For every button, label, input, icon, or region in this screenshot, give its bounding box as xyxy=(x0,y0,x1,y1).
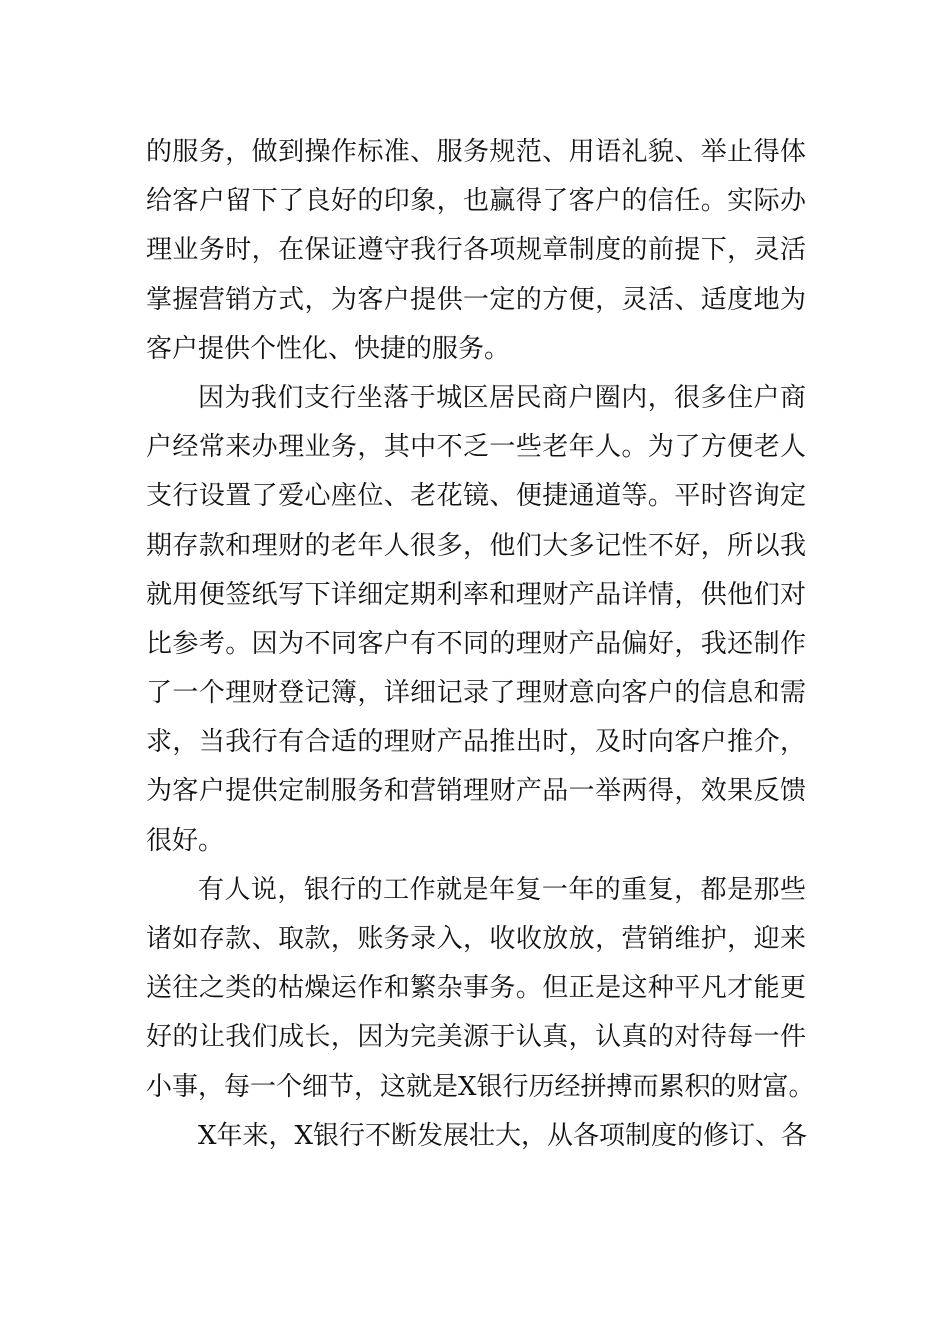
text-line: 就用便签纸写下详细定期利率和理财产品详情，供他们对 xyxy=(146,579,806,610)
text-line: 因为我们支行坐落于城区居民商户圈内，很多住户商 xyxy=(198,382,806,413)
text-line: 理业务时，在保证遵守我行各项规章制度的前提下，灵活 xyxy=(146,235,806,266)
text-line: 户经常来办理业务，其中不乏一些老年人。为了方便老人 xyxy=(146,432,806,463)
text-line: 了一个理财登记簿，详细记录了理财意向客户的信息和需 xyxy=(146,678,806,709)
text-line: 给客户留下了良好的印象，也赢得了客户的信任。实际办 xyxy=(146,186,806,217)
text-line: 有人说，银行的工作就是年复一年的重复，都是那些 xyxy=(198,874,806,905)
text-line: 小事，每一个细节，这就是X银行历经拼搏而累积的财富。 xyxy=(146,1071,815,1102)
text-line: 为客户提供定制服务和营销理财产品一举两得，效果反馈 xyxy=(146,776,806,807)
paragraph-2 xyxy=(146,374,806,866)
text-line: 诸如存款、取款，账务录入，收收放放，营销维护，迎来 xyxy=(146,924,806,954)
paragraph-1 xyxy=(146,128,806,374)
text-line: 客户提供个性化、快捷的服务。 xyxy=(146,333,511,364)
text-line: 很好。 xyxy=(146,825,225,856)
text-line: 期存款和理财的老年人很多，他们大多记性不好，所以我 xyxy=(146,530,806,561)
text-line: 的服务，做到操作标准、服务规范、用语礼貌、举止得体 xyxy=(146,137,806,167)
text-line: 支行设置了爱心座位、老花镜、便捷通道等。平时咨询定 xyxy=(146,481,806,512)
text-line: 掌握营销方式，为客户提供一定的方便，灵活、适度地为 xyxy=(146,284,806,315)
text-line: X年来，X银行不断发展壮大，从各项制度的修订、各 xyxy=(198,1120,808,1151)
text-line: 好的让我们成长，因为完美源于认真，认真的对待每一件 xyxy=(146,1022,806,1053)
paragraph-3 xyxy=(146,866,815,1112)
text-line: 求，当我行有合适的理财产品推出时，及时向客户推介， xyxy=(146,727,806,758)
text-line: 送往之类的枯燥运作和繁杂事务。但正是这种平凡才能更 xyxy=(146,973,806,1004)
paragraph-4 xyxy=(146,1112,806,1161)
document-body xyxy=(146,128,815,1161)
text-line: 比参考。因为不同客户有不同的理财产品偏好，我还制作 xyxy=(146,628,806,659)
